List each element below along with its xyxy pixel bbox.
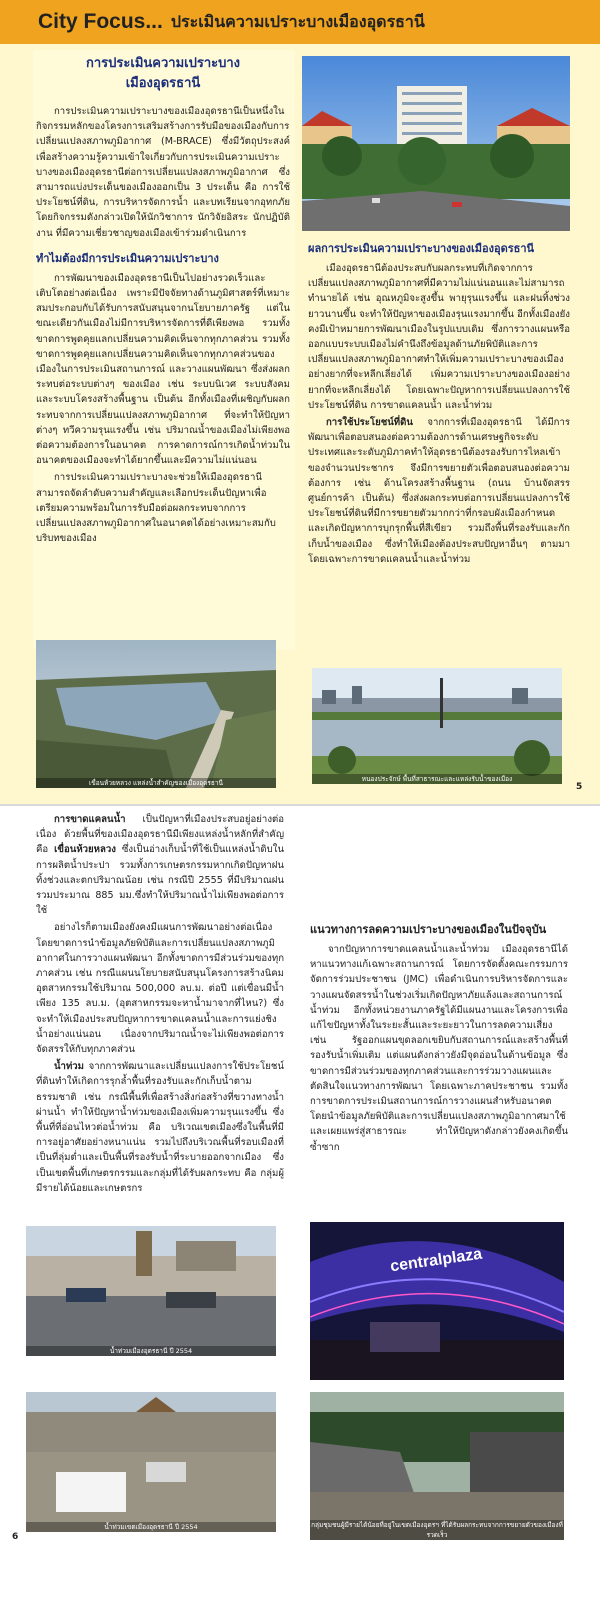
flood-photo-2 — [26, 1392, 276, 1532]
landuse-text: จากการที่เมืองอุดรธานี ได้มีการพัฒนาเพื่อตอบสนองต่อความต้องการด้านเศรษฐกิจระดับประเทศและระดับภูมิภาคทำให้อุดรธานีต้องรองรับการไหลเข้าของจำนวนประชากร จึงมีการขยายตัวเพื่อตอบสนองต่อความต้องการ เช่น ด้านโครงสร้างพื้นฐาน (ถนน บ้านจัดสรร ศูนย์การค้า เป็นต้น) ซึ่งส่งผลกระทบต่อการเปลี่ยนแปลงการใช้ประโยชน์ที่ดินที่มีการขยายตัวมากกว่าที่กรอบผังเมืองกำหนด และเกิดปัญหาการบุกรุกพื้นที่สีเขียว รวมถึงพื้นที่รองรับและกักเก็บน้ำของเมือง ซึ่งทำให้เมืองต้องประสบปัญหาอื่นๆ ตามมา โดยเฉพาะการขาดแคลนน้ำและน้ำท่วม — [308, 417, 570, 565]
lowland-caption: กลุ่มชุมชนผู้มีรายได้น้อยที่อยู่ในเขตเมืองอุดรฯ ที่ได้รับผลกระทบจากการขยายตัวของเมืองที่รวดเร็ว — [311, 1521, 563, 1539]
lake-caption: หนองประจักษ์ พื้นที่สาธารณะและแหล่งรับน้ำของเมือง — [312, 774, 562, 784]
column-bottom-right — [310, 812, 568, 1217]
result-heading: ผลการประเมินความเปราะบางของเมืองอุดรธานี — [308, 242, 535, 255]
flood-caption-1: น้ำท่วมเมืองอุดรธานี ปี 2554 — [26, 1346, 276, 1356]
result-paragraph: เมืองอุดรธานีต้องประสบกับผลกระทบที่เกิดจากการเปลี่ยนแปลงสภาพภูมิอากาศที่มีความไม่แน่นอนและไม่สามารถทำนายได้ เช่น อุณหภูมิจะสูงขึ้น พายุรุนแรงขึ้น และฝนทิ้งช่วงยาวนานขึ้น จะทำให้ปัญหาของเมืองรุนแรงมากขึ้น อีกทั้งเมืองยังคงมีเป้าหมายการพัฒนาเมืองในรูปแบบเดิม ซึ่งการวางแผนหรือออกแบบระบบเมืองไม่คำนึงถึงข้อมูลด้านภัยพิบัติและการเปลี่ยนแปลงสภาพภูมิอากาศทำให้เพิ่มความเปราะบางของเมืองอย่างยากที่จะหลีกเลี่ยงได้ เพิ่มความเปราะบางของเมืองอย่างยากที่จะหลีกเลี่ยงได้ โดยเฉพาะปัญหาการเปลี่ยนแปลงการใช้ประโยชน์ที่ดิน การขาดแคลนน้ำ และน้ำท่วม — [308, 263, 570, 411]
flood-caption-2: น้ำท่วมเขตเมืองอุดรธานี ปี 2554 — [26, 1522, 276, 1532]
landuse-label: การใช้ประโยชน์ที่ดิน — [326, 417, 413, 429]
section-label: City Focus... — [38, 10, 163, 33]
column-top-left — [36, 54, 290, 548]
flood-text: จากการพัฒนาและเปลี่ยนแปลงการใช้ประโยชน์ที่ดินทำให้เกิดการรุกล้ำพื้นที่รองรับและกักเก็บน้ำตามธรรมชาติ เช่น กรณีพื้นที่เพื่อสร้างสิ่งก่อสร้างที่ขวางทางน้ำผ่านน้ำ ทำให้ปัญหาน้ำท่วมของเมืองเพิ่มความรุนแรงขึ้น ซึ่งพื้นที่ที่อ่อนไหวต่อน้ำท่วม คือ บริเวณเขตเมืองซึ่งในพื้นที่มีการอยู่อาศัยอย่างหนาแน่น รวมไปถึงบริเวณพื้นที่รอบเมืองที่เป็นที่ลุ่มต่ำและเป็นพื้นที่รองรับน้ำที่ระบายออกจากเมือง ซึ่งเป็นเขตพื้นที่เกษตรกรรมและกลุ่มที่ได้รับผลกระทบ คือ กลุ่มผู้มีรายได้น้อยและเกษตรกร — [36, 1061, 284, 1194]
lake-photo — [312, 668, 562, 784]
shortage-text-1: เป็นปัญหาที่เมืองประสบอยู่อย่างต่อเนื่อง ด้วยพื้นที่ของเมืองอุดรธานีมีเพียงแหล่งน้ำหลักที่สำคัญ คือ — [36, 814, 284, 856]
article-title: การประเมินความเปราะบาง เมืองอุดรธานี — [86, 56, 240, 91]
city-hall-photo — [302, 56, 570, 231]
why-heading: ทำไมต้องมีการประเมินความเปราะบาง — [36, 251, 219, 265]
column-top-right — [308, 241, 570, 569]
approach-heading: แนวทางการลดความเปราะบางของเมืองในปัจจุบัน — [310, 923, 547, 936]
flood-paragraph — [36, 1059, 284, 1196]
shortage-label: การขาดแคลนน้ำ — [54, 814, 126, 825]
why-paragraph-2: การประเมินความเปราะบางจะช่วยให้เมืองอุดรธานีสามารถจัดลำดับความสำคัญและเลือกประเด็นปัญหาเพื่อเตรียมความพร้อมในการรับมือต่อผลกระทบจากการเปลี่ยนแปลงสภาพภูมิอากาศในอนาคตได้อย่างเหมาะสมกับบริบทของเมือง — [36, 472, 276, 545]
flood-photo-1 — [26, 1226, 276, 1356]
page-number-top: 5 — [576, 782, 583, 792]
header-title: ประเมินความเปราะบางเมืองอุดรธานี — [170, 11, 425, 31]
section-header — [0, 0, 600, 44]
page-divider — [0, 804, 600, 806]
dam-caption: เขื่อนห้วยหลวง แหล่งน้ำสำคัญของเมืองอุดรธานี — [36, 778, 276, 788]
intro-paragraph: การประเมินความเปราะบางของเมืองอุดรธานีเป็นหนึ่งในกิจกรรมหลักของโครงการเสริมสร้างการรับมือของเมืองกับการเปลี่ยนแปลงสภาพภูมิอากาศ (M-BRACE) ซึ่งมีวัตถุประสงค์เพื่อสร้างความรู้ความเข้าใจเกี่ยวกับการประเมินความเปราะบางของเมืองอุดรธานีต่อการเปลี่ยนแปลงสภาพภูมิอากาศ ซึ่งสามารถแบ่งประเด็นของเมืองออกเป็น 3 ประเด็น คือ การใช้ประโยชน์ที่ดิน, การบริหารจัดการน้ำ และบทเรียนจากอุทกภัย โดยกิจกรรมดังกล่าวเปิดให้นักวิชาการ นักวิจัยอิสระ นักปฏิบัติงาน ที่มีความเชี่ยวชาญของเมืองเข้าร่วมดำเนินการ — [36, 106, 290, 239]
column-bottom-left — [36, 812, 284, 1198]
central-plaza-photo — [310, 1222, 564, 1380]
shortage-paragraph-2: อย่างไรก็ตามเมืองยังคงมีแผนการพัฒนาอย่างต่อเนื่อง โดยขาดการนำข้อมูลภัยพิบัติและการเปลี่ยนแปลงสภาพภูมิอากาศในการวางแผนพัฒนา อีกทั้งขาดการมีส่วนร่วมของทุกภาคส่วน เช่น กรณีแผนนโยบายสนับสนุนโครงการสร้างนิคมอุตสาหกรรมใช้ปริมาณ 500,000 ลบ.ม. ต่อปี แต่เขื่อนมีน้ำเพียง 135 ลบ.ม. (อุตสาหกรรมจะหาน้ำมาจากที่ไหน?) ซึ่งจะทำให้เมืองประสบปัญหาการขาดแคลนน้ำและการแย่งชิงน้ำอย่างแน่นอน เนื่องจากปริมาณน้ำจะไม่เพียงพอต่อการจัดสรรให้กับทุกภาคส่วน — [36, 922, 284, 1056]
lowland-community-photo — [310, 1392, 564, 1540]
flood-label: น้ำท่วม — [54, 1061, 84, 1073]
shortage-text-2: ซึ่งเป็นอ่างเก็บน้ำที่ใช้เป็นแหล่งน้ำดิบในการผลิตน้ำประปา รวมทั้งการเกษตรกรรมหากเกิดปัญหาฝนทิ้งช่วงและตกปริมาณน้อย เช่น กรณีปี 2555 ที่มีปริมาณฝนรวมประมาณ 885 มม.ซึ่งทำให้ปริมาณน้ำไม่เพียงพอต่อการใช้ — [36, 844, 284, 917]
mall-sign: centralplaza — [389, 1245, 484, 1276]
why-paragraph-1: การพัฒนาของเมืองอุดรธานีเป็นไปอย่างรวดเร็วและเติบโตอย่างต่อเนื่อง เพราะมีปัจจัยทางด้านภูมิศาสตร์ที่เหมาะสมประกอบกับได้รับการสนับสนุนจากนโยบายภาครัฐ แต่ในขณะเดียวกันเมืองไม่มีการบริหารจัดการที่ดีเพียงพอ รวมทั้งขาดการพูดคุยแลกเปลี่ยนความคิดเห็นจากทุกภาคส่วน รวมทั้งขาดการพูดคุยแลกเปลี่ยนความคิดเห็นจากทุกภาคส่วนของเมืองในการประเมินสถานการณ์ และวางแผนพัฒนา ซึ่งส่งผลกระทบต่อระบบต่างๆ ของเมือง เช่น ระบบนิเวศ ระบบสังคม และระบบโครงสร้างพื้นฐาน เป็นต้น อีกทั้งเมืองที่เผชิญกับผลกระทบจากการเปลี่ยนแปลงสภาพภูมิอากาศ ที่จะทำให้ปัญหาต่างๆ ทวีความรุนแรงขึ้น เช่น ปริมาณน้ำของเมืองไม่เพียงพอต่อความต้องการในอนาคต การคาดการณ์การเกิดน้ำท่วมในอนาคตของเมืองจะทำได้ยากขึ้นและมีความไม่แน่นอน — [36, 272, 290, 467]
dam-name: เขื่อนห้วยหลวง — [54, 844, 116, 856]
page-number-bottom: 6 — [12, 1532, 19, 1542]
approach-paragraph: จากปัญหาการขาดแคลนน้ำและน้ำท่วม เมืองอุดรธานีได้หาแนวทางแก้เฉพาะสถานการณ์ โดยการจัดตั้งคณะกรรมการจัดการร่วมประชาชน (JMC) เพื่อดำเนินการบริหารจัดการและวางแผนจัดสรรน้ำในช่วงเริ่มเกิดปัญหาภัยแล้งและสถานการณ์น้ำท่วม อีกทั้งหน่วยงานภาครัฐได้มีแผนงานและโครงการเพื่อแก้ไขปัญหาทั้งในระยะสั้นและระยะยาวในการลดความเสี่ยง เช่น รัฐออกแผนขุดลอกเขยิบกับสถานการณ์และสร้างพื้นที่รองรับน้ำเพิ่มเติม แต่แผนดังกล่าวยังมีจุดอ่อนในด้านข้อมูล ซึ่งขาดการมีส่วนร่วมของทุกภาคส่วนและการร่วมวางแผนและตัดสินใจแนวทางการพัฒนา โดยเฉพาะภาคประชาชน รวมทั้งการขาดการประเมินสถานการณ์การวางแผนสำหรับอนาคตโดยนำข้อมูลภัยพิบัติและการเปลี่ยนแปลงสภาพภูมิอากาศมาใช้และเผยแพร่สู่สาธารณะ ทำให้ปัญหาดังกล่าวยังคงเกิดขึ้นซ้ำซาก — [310, 944, 568, 1153]
shortage-paragraph-1 — [36, 812, 284, 918]
landuse-paragraph — [308, 415, 570, 567]
dam-aerial-photo — [36, 640, 276, 788]
